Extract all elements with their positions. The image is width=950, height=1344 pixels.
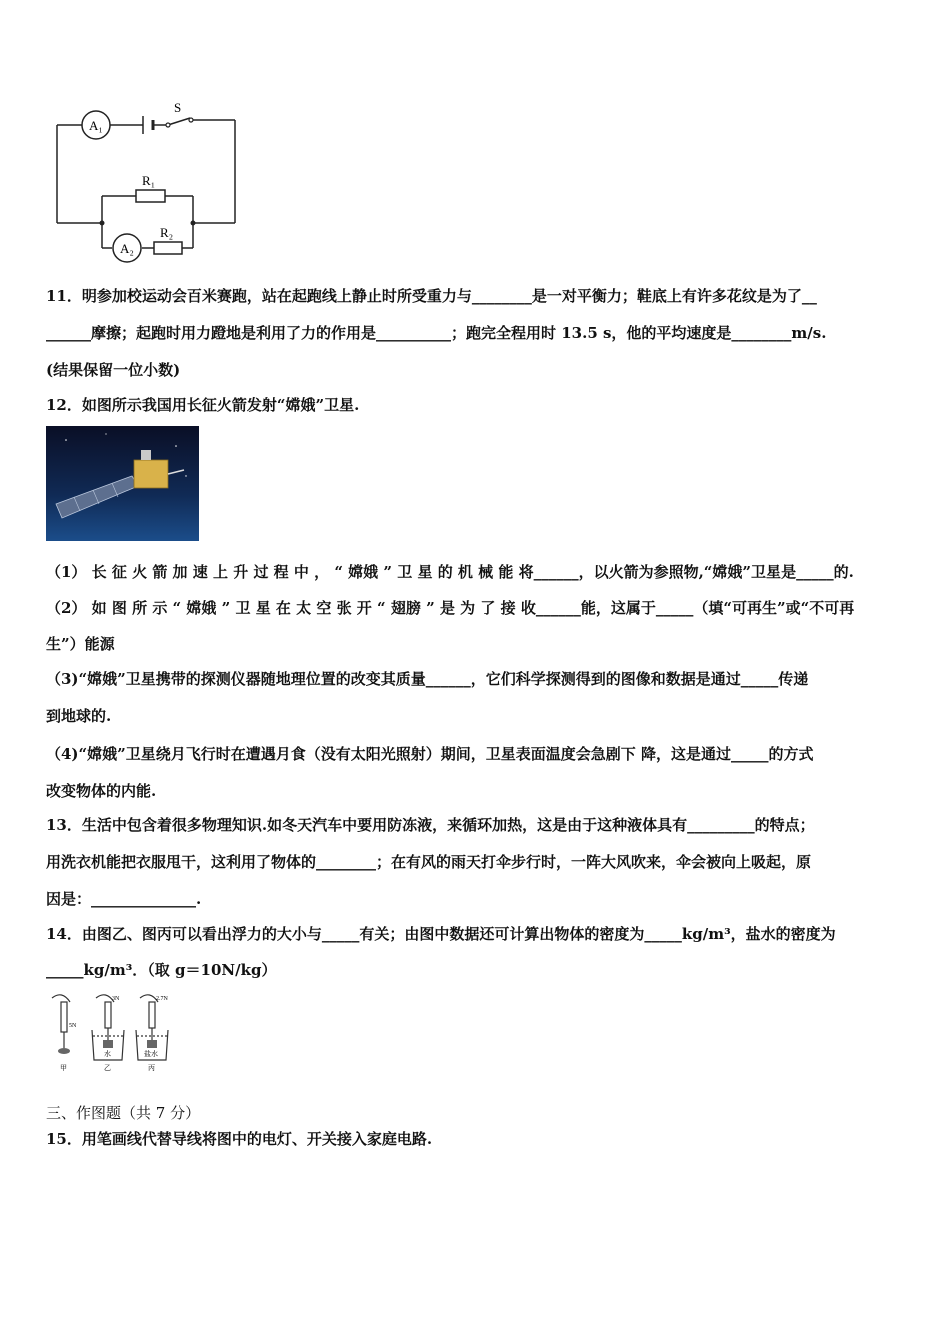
q12-part4-b: 改变物体的内能. [46, 782, 157, 800]
ammeter-a2-label: A₂ [120, 241, 134, 256]
circuit-diagram [50, 98, 250, 268]
switch-label: S [174, 100, 182, 115]
fig-spring3-reading: 2.7N [156, 996, 168, 1002]
ammeter-a1-label: A₁ [89, 118, 103, 133]
q14-line1: 14．由图乙、图丙可以看出浮力的大小与_____有关；由图中数据还可计算出物体的密度为_____kg/m³，盐水的密度为 [46, 925, 836, 943]
q11-line1: 11．明参加校运动会百米赛跑，站在起跑线上静止时所受重力与________是一对平衡力；鞋底上有许多花纹是为了__ [46, 287, 817, 305]
q12-part4-a: （4)“嫦娥”卫星绕月飞行时在遭遇月食（没有太阳光照射）期间，卫星表面温度会急剧下 降，这是通过_____的方式 [46, 745, 814, 763]
q12-part2-b: 生”）能源 [46, 635, 115, 653]
q13-line3: 因是：______________. [46, 890, 202, 908]
q15-text: 15．用笔画线代替导线将图中的电灯、开关接入家庭电路. [46, 1130, 433, 1148]
fig-label-yi: 乙 [104, 1064, 111, 1072]
q12-part2-a: （2） 如 图 所 示 “ 嫦娥 ” 卫 星 在 太 空 张 开 “ 翅膀 ” 是 为 了 接 收______能，这属于_____（填“可再生”或“不可再 [46, 599, 855, 617]
r2-label: R₂ [160, 225, 174, 240]
q12-part3-b: 到地球的. [46, 707, 112, 725]
fig-label-bing: 丙 [148, 1064, 155, 1072]
section3-title: 三、作图题（共 7 分） [46, 1104, 201, 1122]
fig-saltwater-label: 盐水 [144, 1050, 158, 1058]
r1-label: R₁ [142, 173, 156, 188]
satellite-image [46, 426, 199, 541]
q12-intro: 12．如图所示我国用长征火箭发射“嫦娥”卫星. [46, 396, 360, 414]
fig-label-jia: 甲 [60, 1064, 67, 1072]
q11-line2: ______摩擦；起跑时用力蹬地是利用了力的作用是__________；跑完全程用时 13.5 s，他的平均速度是________m/s. [46, 324, 827, 342]
fig-spring2-reading: 3N [112, 996, 120, 1002]
q12-part3-a: （3)“嫦娥”卫星携带的探测仪器随地理位置的改变其质量______，它们科学探测得到的图像和数据是通过_____传递 [46, 670, 809, 688]
q13-line2: 用洗衣机能把衣服甩干，这利用了物体的________；在有风的雨天打伞步行时，一阵大风吹来，伞会被向上吸起，原 [46, 853, 812, 871]
buoyancy-experiment-figure [44, 990, 184, 1074]
q14-line2: _____kg/m³．（取 g＝10N/kg） [46, 961, 277, 979]
q12-part1: （1） 长 征 火 箭 加 速 上 升 过 程 中 ， “ 嫦娥 ” 卫 星 的 机 械 能 将______，以火箭为参照物,“嫦娥”卫星是_____的. [46, 563, 854, 581]
fig-spring1-reading: 5N [69, 1023, 77, 1029]
fig-water-label: 水 [104, 1050, 111, 1058]
q11-line3: (结果保留一位小数) [46, 361, 181, 379]
q13-line1: 13．生活中包含着很多物理知识.如冬天汽车中要用防冻液，来循环加热，这是由于这种液体具有_________的特点； [46, 816, 815, 834]
